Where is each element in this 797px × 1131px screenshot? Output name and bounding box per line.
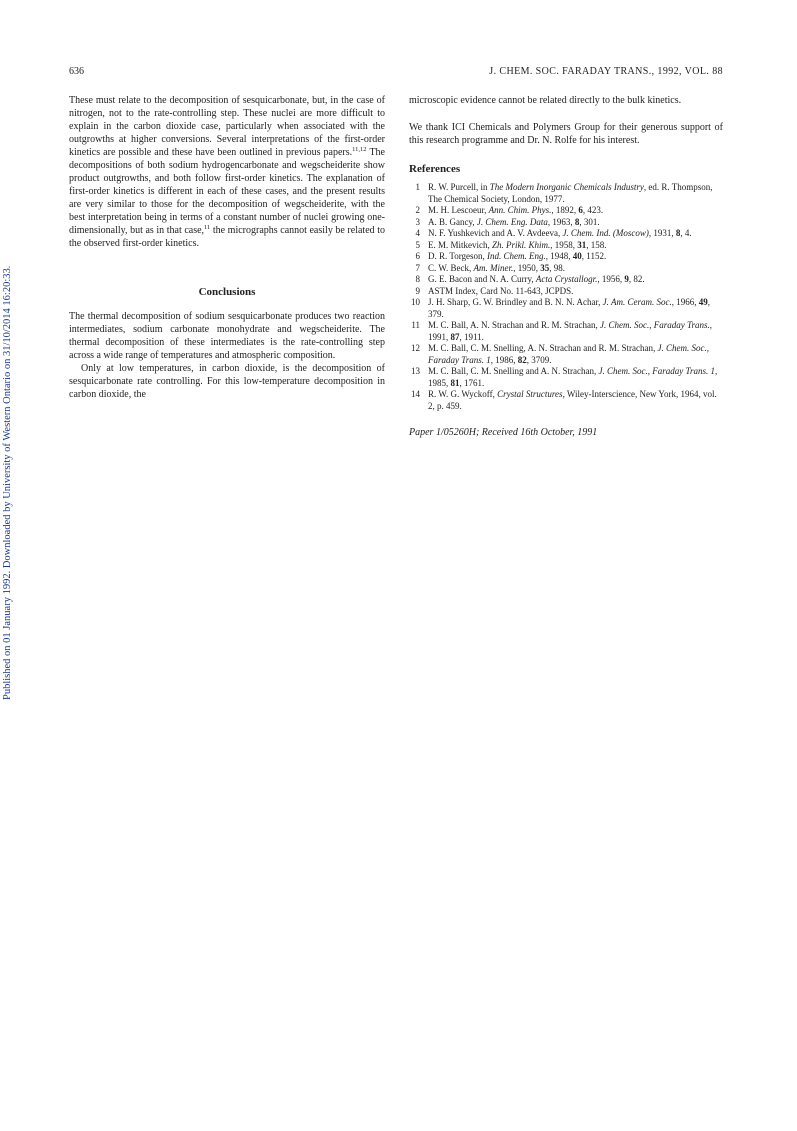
acknowledgements: We thank ICI Chemicals and Polymers Group for their generous support of this research programme and Dr. N. Rolfe for his interest. xyxy=(409,122,723,146)
reference-item: 9 ASTM Index, Card No. 11-643, JCPDS. xyxy=(415,285,574,296)
reference-item: 13 M. C. Ball, C. M. Snelling and A. N. Strachan, J. Chem. Soc., Faraday Trans. 1, 1985, 81, 1761. xyxy=(411,366,718,388)
left-column xyxy=(69,94,385,401)
reference-list xyxy=(409,182,723,412)
paper-received-note: Paper 1/05260H; Received 16th October, 1991 xyxy=(409,427,598,438)
reference-item: 4 N. F. Yushkevich and A. V. Avdeeva, J. Chem. Ind. (Moscow), 1931, 8, 4. xyxy=(415,228,692,238)
reference-item: 10 J. H. Sharp, G. W. Brindley and B. N. N. Achar, J. Am. Ceram. Soc., 1966, 49, 379. xyxy=(411,297,710,319)
reference-item: 12 M. C. Ball, C. M. Snelling, A. N. Strachan and R. M. Strachan, J. Chem. Soc., Faraday Trans. 1, 1986, 82, 3709. xyxy=(411,343,709,365)
conclusions-paragraph-1: The thermal decomposition of sodium sesquicarbonate produces two reaction intermediates, sodium carbonate monohydrate and wegscheiderite. The thermal decomposition of these intermediates is the rate-controlling step across a wide range of temperatures and atmospheric composition. xyxy=(69,311,385,361)
reference-item: 2 M. H. Lescoeur, Ann. Chim. Phys., 1892, 6, 423. xyxy=(415,205,604,215)
conclusions-paragraph-2: Only at low temperatures, in carbon dioxide, is the decomposition of sesquicarbonate rate controlling. For this low-temperature decomposition in carbon dioxide, the xyxy=(69,363,385,400)
download-notice: Published on 01 January 1992. Downloaded by University of Western Ontario on 31/10/2014 16:20:33. xyxy=(2,265,13,700)
reference-item: 3 A. B. Gancy, J. Chem. Eng. Data, 1963, 8, 301. xyxy=(415,216,600,227)
discussion-paragraph: These must relate to the decomposition of sesquicarbonate, but, in the case of nitrogen, not to the rate-controlling step. These nuclei are more difficult to explain in the carbon dioxide case, particularly when associated with the outgrowths at higher conversions. Several interpretations of the first-order kinetics are possible and these have been outlined in previous papers.$^{11,12}$ The decompositions of both sodium hydrogencarbonate and wegscheiderite show product outgrowths, and both follow first-order kinetics. The explanation of first-order kinetics is different in each of these cases, and the present results are very similar to those for the decomposition of wegscheiderite, with the best interpretation being in terms of a constant number of nuclei growing one-dimensionally, but as in that case,$^{11}$ the micrographs cannot easily be related to the observed first-order kinetics. xyxy=(69,95,385,249)
reference-item: 11 M. C. Ball, A. N. Strachan and R. M. Strachan, J. Chem. Soc., Faraday Trans., 1991, 87, 1911. xyxy=(411,320,712,342)
reference-item: 5 E. M. Mitkevich, Zh. Prikl. Khim., 1958, 31, 158. xyxy=(415,239,607,250)
reference-item: 14 R. W. G. Wyckoff, Crystal Structures, Wiley-Interscience, New York, 1964, vol. 2, p. 459. xyxy=(411,389,717,411)
references-heading: References xyxy=(409,163,461,175)
page-number: 636 xyxy=(69,66,84,77)
running-head: J. CHEM. SOC. FARADAY TRANS., 1992, VOL. 88 xyxy=(489,66,723,77)
reference-item: 7 C. W. Beck, Am. Miner., 1950, 35, 98. xyxy=(415,262,566,273)
reference-item: 1 R. W. Purcell, in The Modern Inorganic Chemicals Industry, ed. R. Thompson, The Chemical Society, London, 1977. xyxy=(415,182,713,204)
reference-item: 6 D. R. Torgeson, Ind. Chem. Eng., 1948, 40, 1152. xyxy=(415,251,607,261)
right-column xyxy=(409,94,723,439)
reference-item: 8 G. E. Bacon and N. A. Curry, Acta Crystallogr., 1956, 9, 82. xyxy=(415,274,645,284)
conclusions-heading: Conclusions xyxy=(198,286,256,298)
continued-paragraph: microscopic evidence cannot be related directly to the bulk kinetics. xyxy=(409,95,682,106)
